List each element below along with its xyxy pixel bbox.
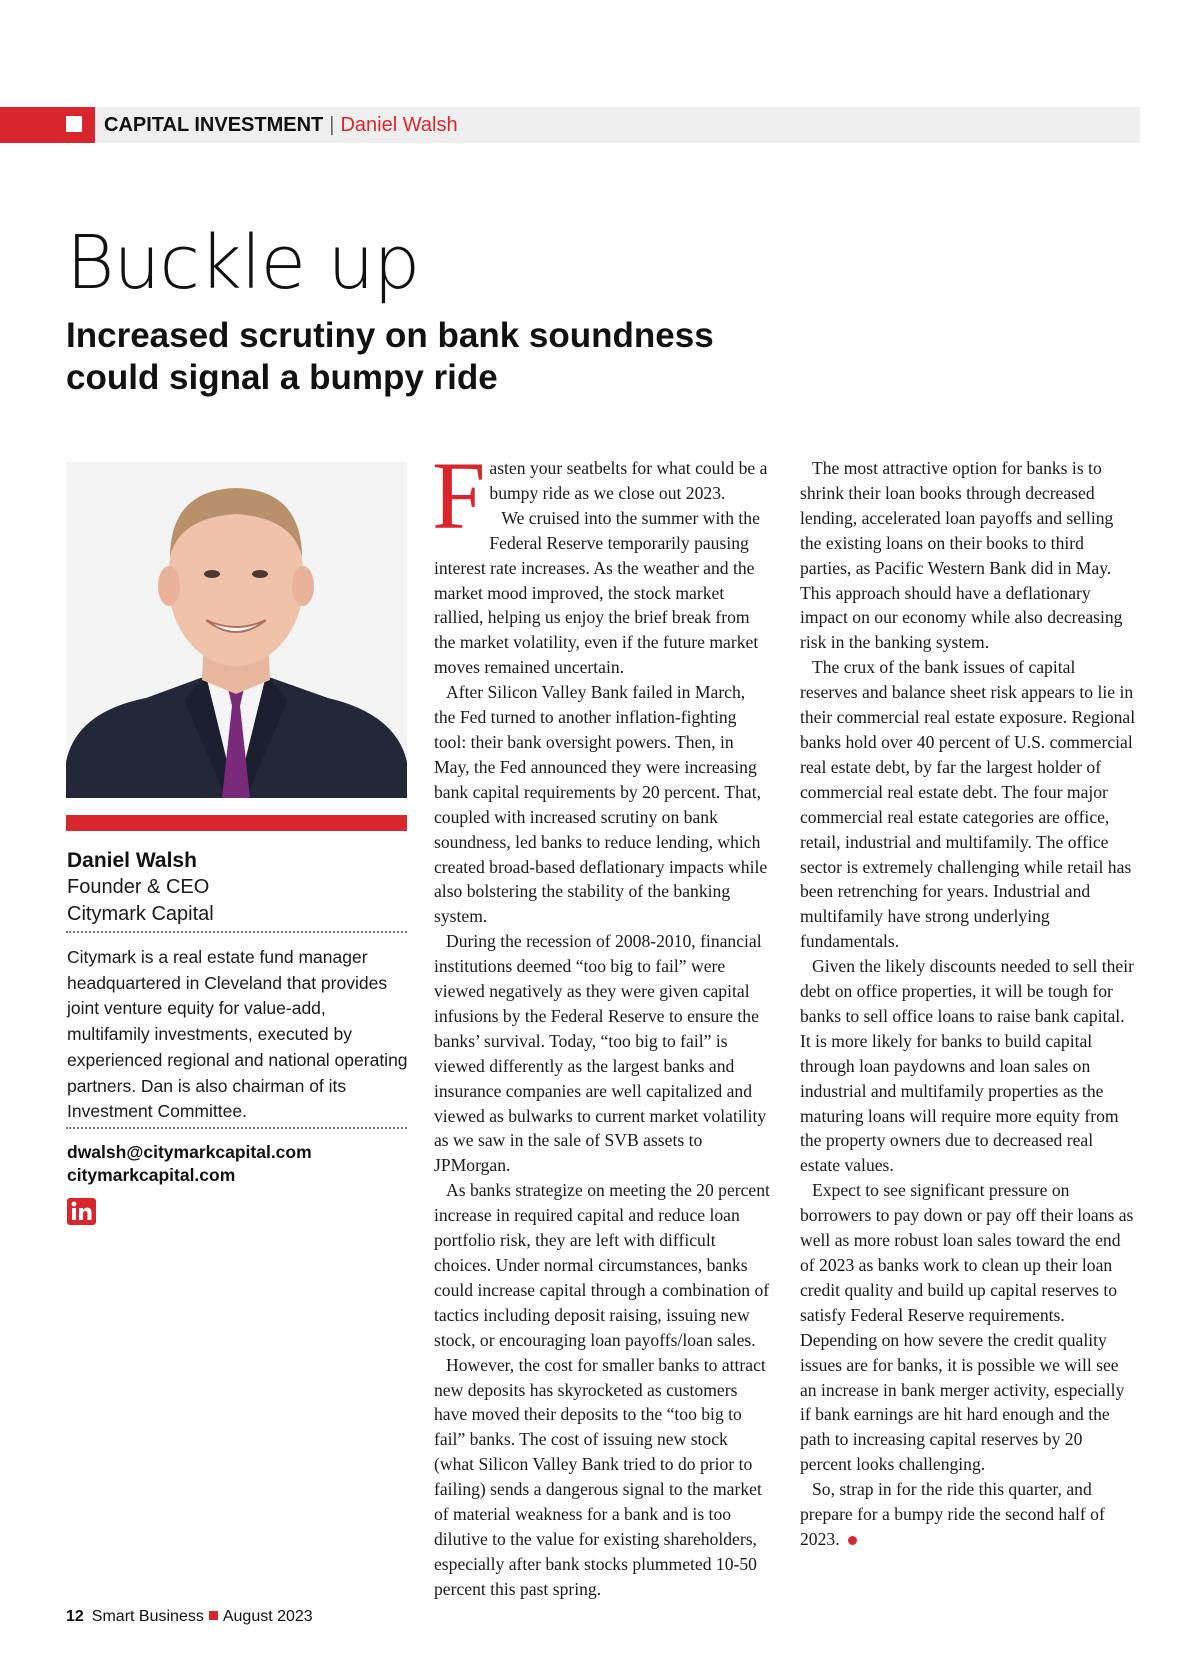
issue-date: August 2023 (222, 1608, 313, 1625)
publication-name: Smart Business (91, 1608, 204, 1625)
linkedin-glyph (67, 1198, 96, 1225)
article-paragraph (800, 1477, 1136, 1552)
end-mark-icon (848, 1536, 857, 1545)
subheadline: Increased scrutiny on bank soundness could signal a bumpy ride (66, 316, 714, 397)
closing-text: So, strap in for the ride this quarter, and prepare for a bumpy ride the second half of 2023. (800, 1479, 1105, 1549)
header-author: Daniel Walsh (340, 114, 458, 136)
drop-cap: F (432, 442, 486, 549)
article-paragraph: As banks strategize on meeting the 20 percent increase in required capital and reduce loan portfolio risk, they are left with difficult choices. Under normal circumstances, banks could increase capital through a combination of tactics including deposit raising, issuing new stock, or encouraging loan payoffs/loan sales. (434, 1180, 770, 1350)
page-footer (66, 1606, 313, 1628)
article-paragraph (432, 442, 770, 549)
article-paragraph: The crux of the bank issues of capital reserves and balance sheet risk appears to lie in their commercial real estate exposure. Regional banks hold over 40 percent of U.S. commercial real estate debt, by far the largest holder of commercial real estate debt. The four major commercial real estate categories are office, retail, industrial and multifamily. The office sector is extremely challenging while retail has been retrenching for years. Industrial and multifamily have strong underlying fundamentals. (800, 657, 1136, 952)
author-name: Daniel Walsh (67, 849, 197, 872)
author-info (67, 847, 407, 928)
website-link[interactable]: citymarkcapital.com (67, 1165, 236, 1185)
author-bio: Citymark is a real estate fund manager headquartered in Cleveland that provides joint venture equity for value-add, multifamily investments, executed by experienced regional and national operating partners. Dan is also chairman of its Investment Committee. (67, 947, 408, 1122)
author-photo (66, 462, 407, 798)
article-paragraph: After Silicon Valley Bank failed in March, the Fed turned to another inflation-fighting tool: their bank oversight powers. Then, in May, the Fed announced they were increasing bank capital requirements by 20 percent. That, coupled with increased scrutiny on bank soundness, led banks to reduce lending, which created broad-based deflationary impacts while also bolstering the stability of the banking system. (434, 682, 768, 927)
author-company: Citymark Capital (67, 903, 214, 925)
email-link[interactable]: dwalsh@citymarkcapital.com (67, 1142, 312, 1162)
footer-square-icon (209, 1611, 218, 1620)
article-paragraph: Given the likely discounts needed to sell their debt on office properties, it will be tough for banks to sell office loans to raise bank capital. It is more likely for banks to build capital through loan paydowns and loan sales on industrial and multifamily properties as the maturing loans will require more equity from the property owners due to decreased real estate values. (800, 956, 1134, 1176)
header-separator: | (329, 114, 335, 136)
article-paragraph: Expect to see significant pressure on borrowers to pay down or pay off their loans as well as more robust loan sales toward the end of 2023 as banks work to clean up their loan credit quality and build up capital reserves to satisfy Federal Reserve requirements. Depending on how severe the credit quality issues are for banks, it is possible we will see an increase in bank merger activity, especially if bank earnings are hit hard enough and the path to increasing capital reserves by 20 percent looks challenging. (800, 1180, 1134, 1475)
article-column-1 (432, 442, 770, 1602)
sidebar-red-bar (66, 815, 407, 831)
header-square-icon (66, 116, 82, 132)
lead-text: asten your seatbelts for what could be a bumpy ride as we close out 2023. (489, 458, 768, 503)
divider (66, 931, 407, 933)
article-paragraph: We cruised into the summer with the Federal Reserve temporarily pausing interest rate increases. As the weather and the market mood improved, the stock market rallied, helping us enjoy the brief break from the market volatility, even if the future market moves remained uncertain. (434, 507, 760, 678)
article-column-2 (800, 456, 1136, 1552)
article-paragraph: The most attractive option for banks is to shrink their loan books through decreased lending, accelerated loan payoffs and selling the existing loans on their books to third parties, as Pacific Western Bank did in May. This approach should have a deflationary impact on our economy while also decreasing risk in the banking system. (800, 458, 1123, 653)
page-number: 12 (66, 1608, 84, 1625)
article-paragraph: During the recession of 2008-2010, financial institutions deemed “too big to fail” were viewed negatively as they were given capital infusions by the Federal Reserve to ensure the banks’ survival. Today, “too big to fail” is viewed differently as the largest banks and insurance companies are well capitalized and viewed as bulwarks to current market volatility as we saw in the sale of SVB assets to JPMorgan. (434, 931, 767, 1176)
section-header (104, 111, 458, 139)
headline: Buckle up (66, 220, 420, 306)
contact-info (67, 1141, 407, 1187)
author-title: Founder & CEO (67, 876, 210, 898)
divider (66, 1127, 407, 1129)
author-portrait-illustration (66, 462, 407, 798)
article-paragraph: However, the cost for smaller banks to attract new deposits has skyrocketed as customers have moved their deposits to the “too big to fail” banks. The cost of issuing new stock (what Silicon Valley Bank tried to do prior to failing) sends a dangerous signal to the market of material weakness for a bank and is too dilutive to the value for existing shareholders, especially after bank stocks plummeted 10-50 percent this past spring. (434, 1354, 766, 1599)
section-label: CAPITAL INVESTMENT (104, 114, 324, 136)
linkedin-icon[interactable] (67, 1198, 96, 1225)
